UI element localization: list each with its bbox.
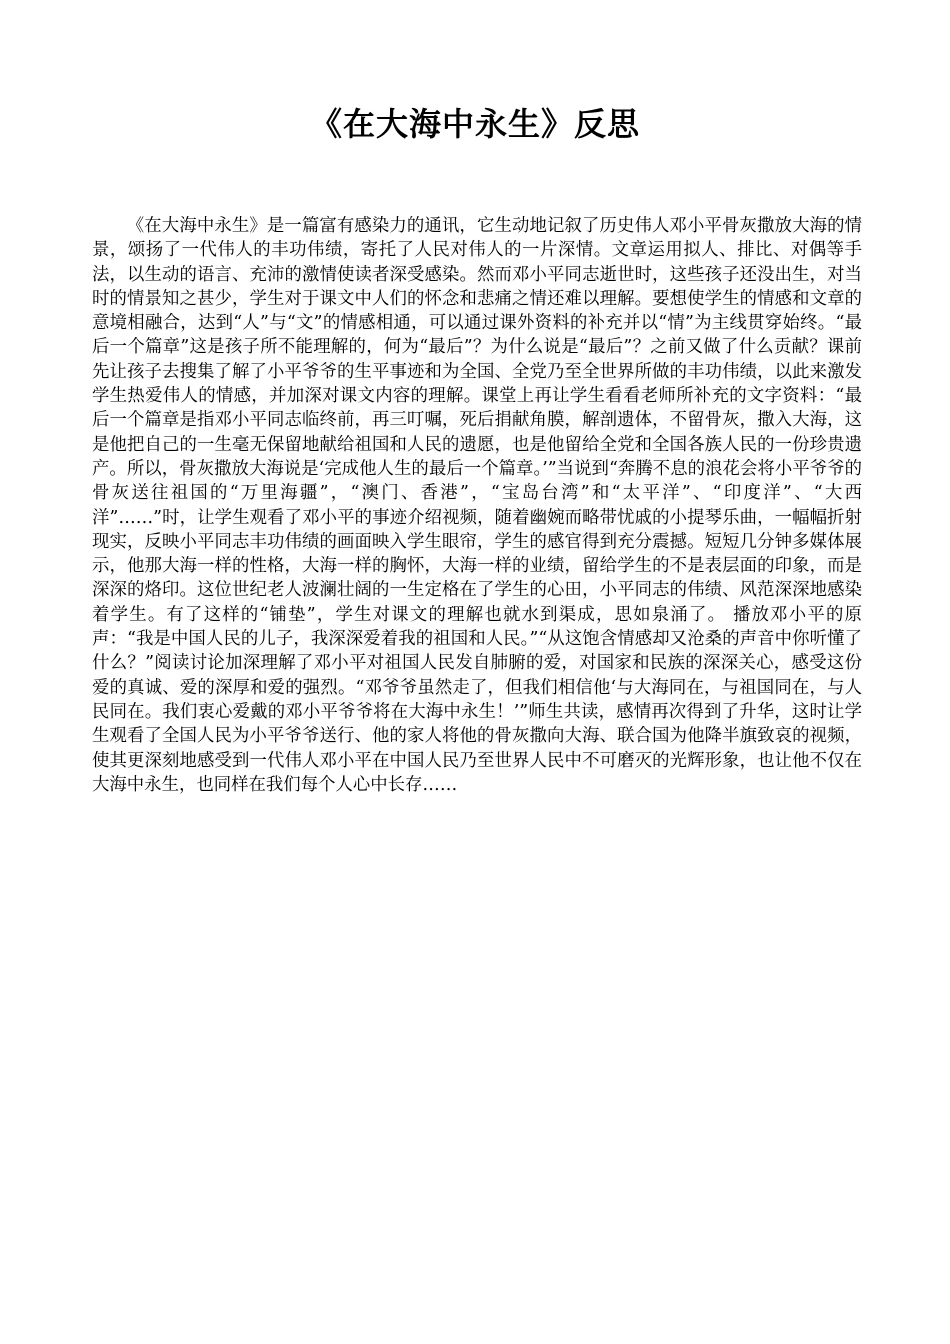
document-title: 《在大海中永生》反思 [309, 105, 640, 143]
document-body-paragraph: 《在大海中永生》是一篇富有感染力的通讯，它生动地记叙了历史伟人邓小平骨灰撒放大海的情景，颂扬了一代伟人的丰功伟绩，寄托了人民对伟人的一片深情。文章运用拟人、排比、对偶等手法，以生动的语言、充沛的激情使读者深受感染。然而邓小平同志逝世时，这些孩子还没出生，对当时的情景知之甚少，学生对于课文中人们的怀念和悲痛之情还难以理解。要想使学生的情感和文章的意境相融合，达到“人”与“文”的情感相通，可以通过课外资料的补充并以“情”为主线贯穿始终。“最后一个篇章”这是孩子所不能理解的，何为“最后”？为什么说是“最后”？之前又做了什么贡献？课前先让孩子去搜集了解了小平爷爷的生平事迹和为全国、全党乃至全世界所做的丰功伟绩，以此来激发学生热爱伟人的情感，并加深对课文内容的理解。课堂上再让学生看看老师所补充的文字资料：“最后一个篇章是指邓小平同志临终前，再三叮嘱，死后捐献角膜，解剖遗体，不留骨灰，撒入大海，这是他把自己的一生毫无保留地献给祖国和人民的遗愿，也是他留给全党和全国各族人民的一份珍贵遗产。所以，骨灰撒放大海说是‘完成他人生的最后一个篇章。’”当说到“奔腾不息的浪花会将小平爷爷的骨灰送往祖国的“万里海疆”，“澳门、香港”，“宝岛台湾”和“太平洋”、“印度洋”、“大西洋”……”时，让学生观看了邓小平的事迹介绍视频，随着幽婉而略带忧戚的小提琴乐曲，一幅幅折射现实，反映小平同志丰功伟绩的画面映入学生眼帘，学生的感官得到充分震撼。短短几分钟多媒体展示，他那大海一样的性格，大海一样的胸怀，大海一样的业绩，留给学生的不是表层面的印象，而是深深的烙印。这位世纪老人波澜壮阔的一生定格在了学生的心田，小平同志的伟绩、风范深深地感染着学生。有了这样的“铺垫”，学生对课文的理解也就水到渠成，思如泉涌了。 播放邓小平的原声：“我是中国人民的儿子，我深深爱着我的祖国和人民。”“从这饱含情感却又沧桑的声音中你听懂了什么？”阅读讨论加深理解了邓小平对祖国人民发自肺腑的爱，对国家和民族的深深关心，感受这份爱的真诚、爱的深厚和爱的强烈。“邓爷爷虽然走了，但我们相信他‘与大海同在，与祖国同在，与人民同在。我们衷心爱戴的邓小平爷爷将在大海中永生！’”师生共读，感情再次得到了升华，这时让学生观看了全国人民为小平爷爷送行、他的家人将他的骨灰撒向大海、联合国为他降半旗致哀的视频，使其更深刻地感受到一代伟人邓小平在中国人民乃至世界人民中不可磨灭的光辉形象，也让他不仅在大海中永生，也同样在我们每个人心中长存…… [92, 216, 862, 795]
